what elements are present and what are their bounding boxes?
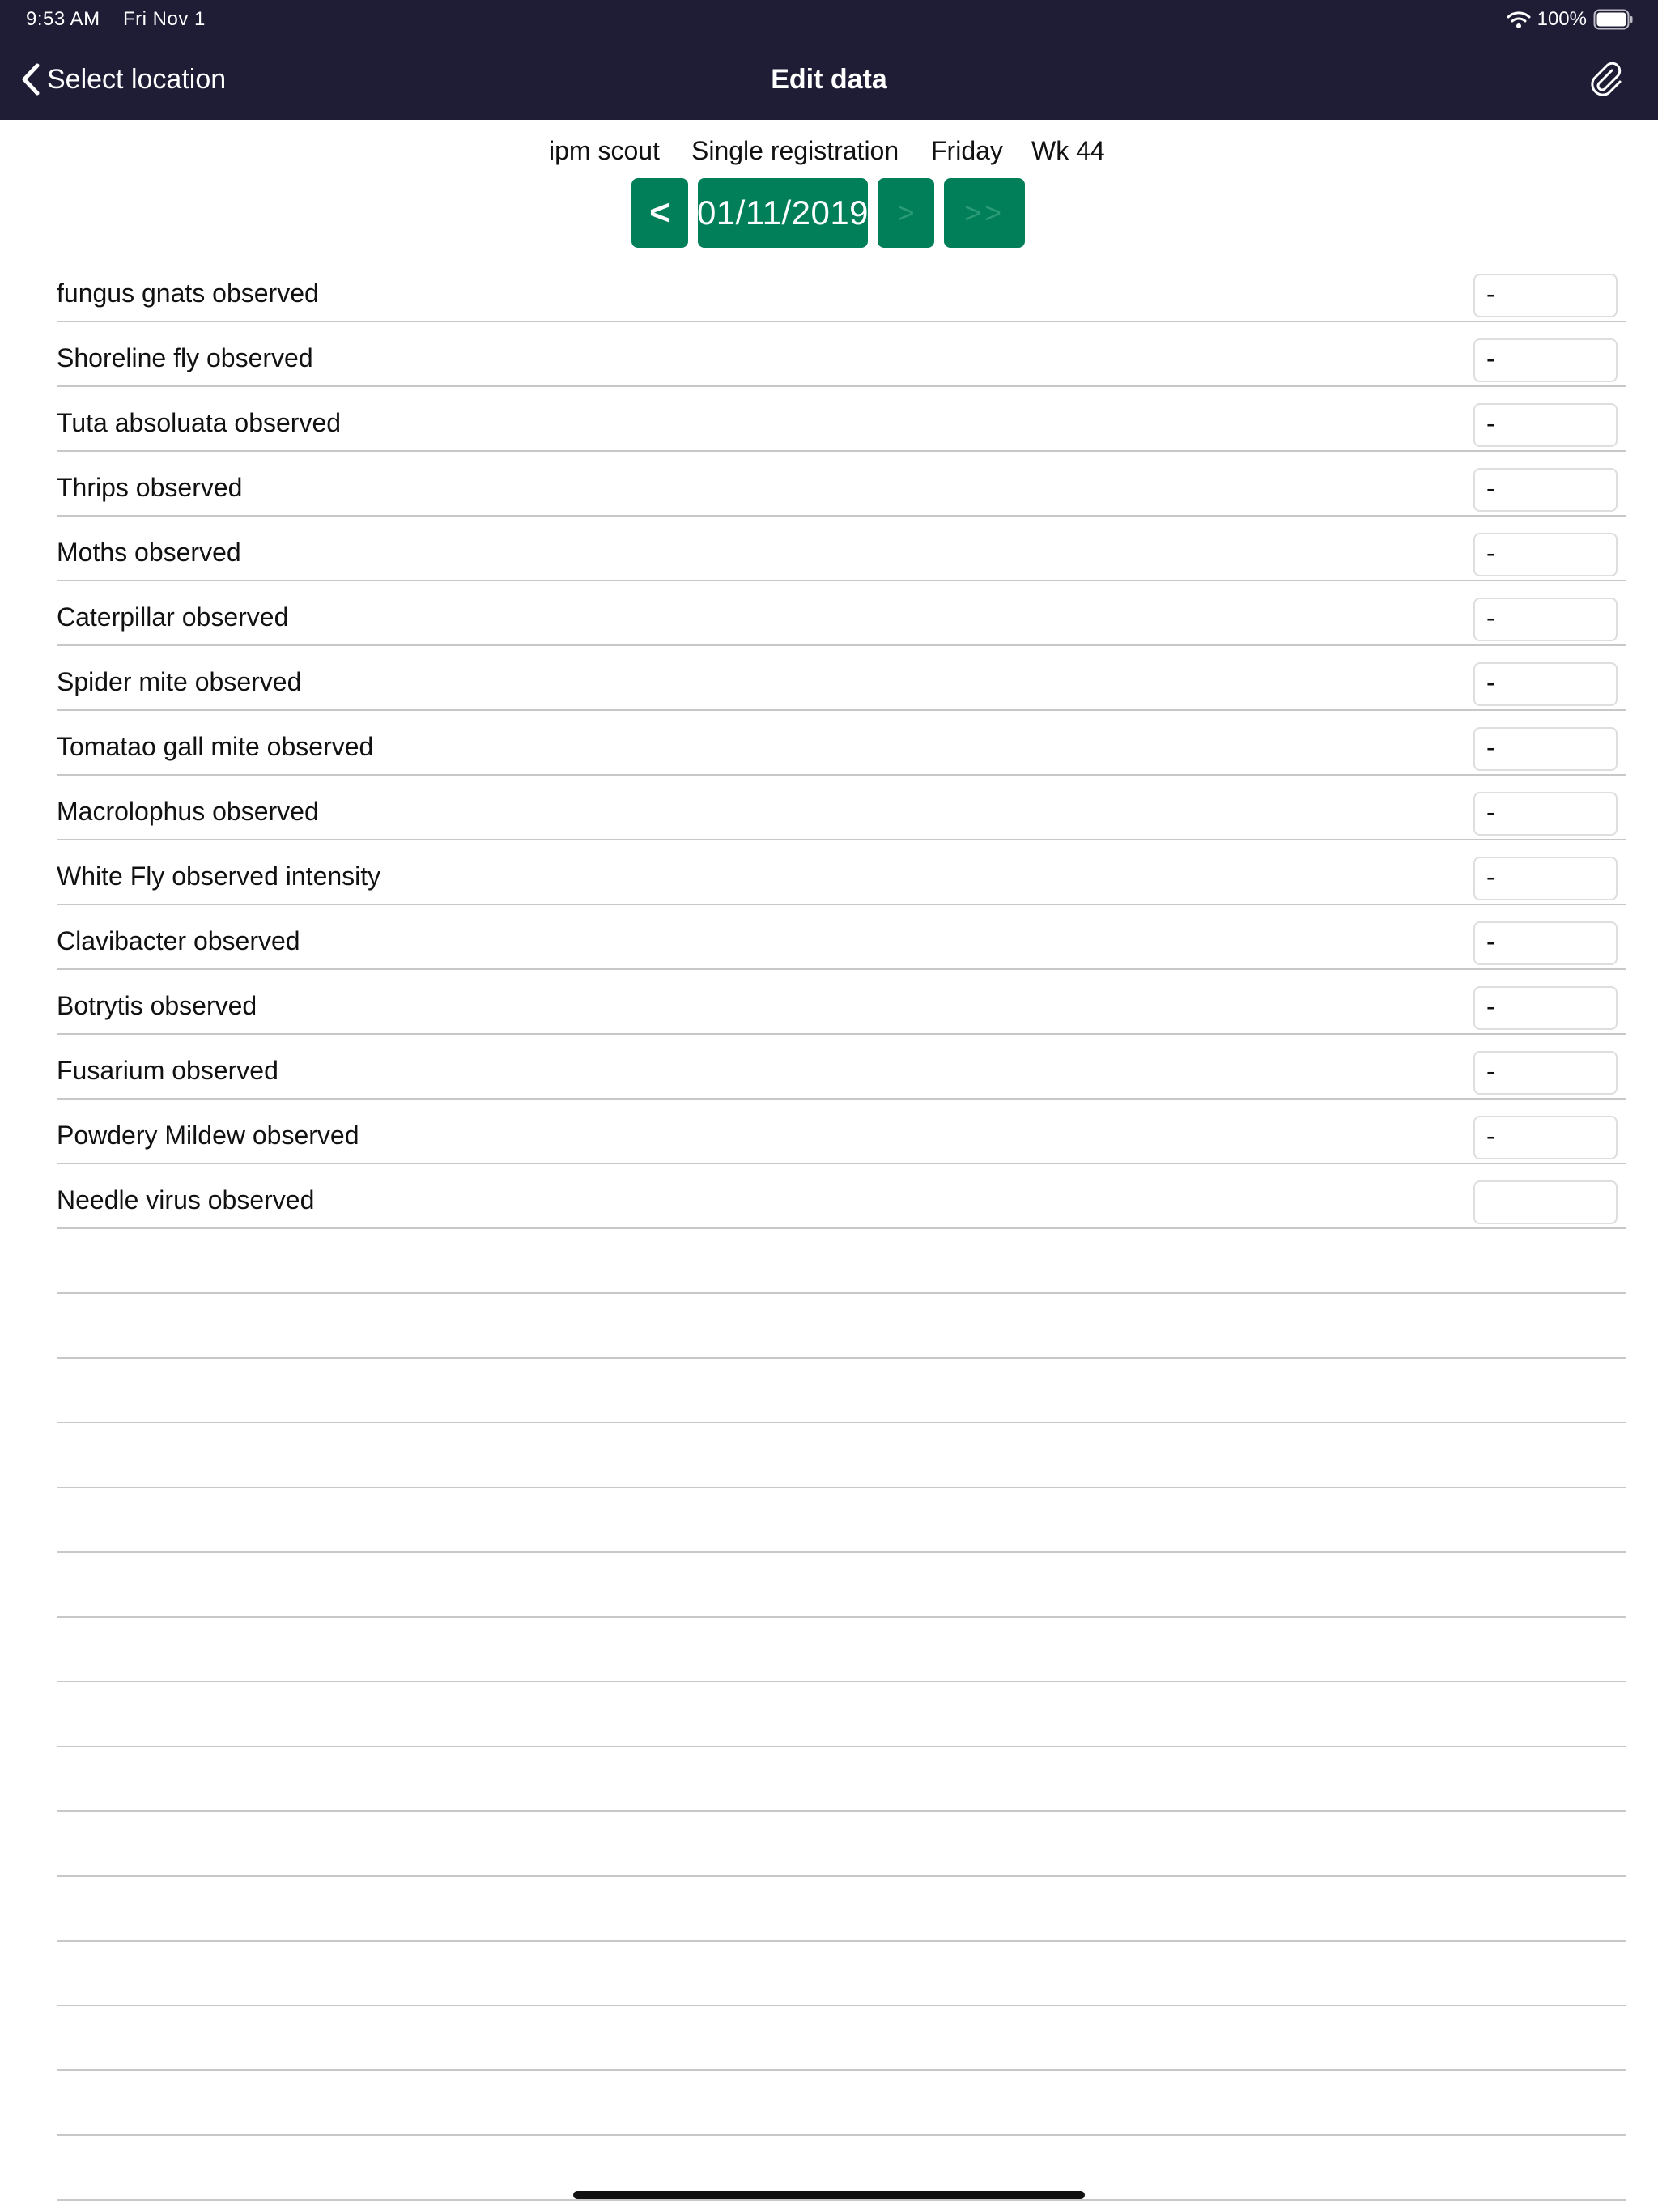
observation-value-field[interactable]: - [1473,986,1618,1030]
observation-value-field[interactable]: - [1473,662,1618,706]
last-date-button[interactable]: >> [944,178,1025,248]
observation-list [57,257,1626,2201]
observation-value-field[interactable]: - [1473,403,1618,447]
observation-row [57,840,1626,905]
observation-row [57,776,1626,840]
observation-label: Moths observed [57,538,241,567]
observation-label: Spider mite observed [57,667,302,696]
chevron-left-icon [16,59,44,100]
date-navigation [0,178,1658,248]
observation-row [57,387,1626,452]
observation-row [57,322,1626,387]
empty-row [57,1488,1626,1553]
empty-row [57,1618,1626,1682]
next-date-button[interactable]: > [878,178,934,248]
empty-row [57,1423,1626,1488]
wifi-icon [1507,10,1531,29]
status-indicators [1507,6,1634,32]
observation-row [57,1100,1626,1164]
empty-row [57,2006,1626,2071]
observation-label: Shoreline fly observed [57,343,313,372]
empty-row [57,2071,1626,2136]
empty-row [57,1682,1626,1747]
observation-label: Clavibacter observed [57,926,300,955]
battery-full-icon [1593,9,1634,30]
observation-row [57,646,1626,711]
observation-value-field[interactable]: - [1473,792,1618,836]
observation-row [57,517,1626,581]
observation-value-field[interactable]: - [1473,1116,1618,1159]
observation-label: Tomatao gall mite observed [57,732,374,761]
empty-row [57,1294,1626,1359]
home-indicator [573,2191,1085,2199]
observation-value-field[interactable]: - [1473,857,1618,900]
status-date: Fri Nov 1 [123,8,206,30]
observation-row [57,970,1626,1035]
observation-value-field[interactable]: - [1473,727,1618,771]
observation-row [57,905,1626,970]
observation-row [57,1035,1626,1100]
observation-row [57,581,1626,646]
registration-mode: Single registration [691,136,899,165]
empty-row [57,1877,1626,1942]
back-button-label: Select location [47,64,227,95]
scout-name: ipm scout [549,136,660,165]
observation-label: Powdery Mildew observed [57,1121,359,1150]
observation-row [57,1164,1626,1229]
page-title: Edit data [771,64,887,95]
observation-value-field[interactable]: - [1473,533,1618,576]
observation-row [57,711,1626,776]
observation-label: Fusarium observed [57,1056,278,1085]
previous-date-button[interactable]: < [631,178,688,248]
observation-value-field[interactable]: - [1473,468,1618,512]
empty-row [57,1359,1626,1423]
observation-label: fungus gnats observed [57,279,319,308]
observation-row [57,257,1626,322]
observation-value-field[interactable]: - [1473,274,1618,317]
paperclip-icon [1588,61,1625,98]
observation-value-field[interactable]: - [1473,338,1618,382]
week-number: Wk 44 [1031,136,1105,165]
observation-label: Thrips observed [57,473,243,502]
status-time: 9:53 AM [26,8,100,30]
observation-label: Caterpillar observed [57,602,289,632]
observation-value-field[interactable]: - [1473,598,1618,641]
observation-label: Tuta absoluata observed [57,408,342,437]
observation-label: Botrytis observed [57,991,257,1020]
empty-row [57,1553,1626,1618]
date-picker-button[interactable]: 01/11/2019 [698,178,868,248]
observation-value-field[interactable]: - [1473,1051,1618,1095]
navigation-bar [0,0,1658,120]
observation-value-field[interactable] [1473,1180,1618,1224]
empty-row [57,1812,1626,1877]
observation-row [57,452,1626,517]
weekday-label: Friday [931,136,1003,165]
empty-row [57,1229,1626,1294]
back-button[interactable] [16,57,226,102]
empty-row [57,1747,1626,1812]
empty-row [57,1942,1626,2006]
observation-label: White Fly observed intensity [57,861,381,891]
observation-value-field[interactable]: - [1473,921,1618,965]
battery-percentage: 100% [1537,8,1587,30]
registration-info [0,133,1658,168]
attach-button[interactable] [1584,57,1629,102]
observation-label: Macrolophus observed [57,797,319,826]
observation-label: Needle virus observed [57,1185,315,1214]
